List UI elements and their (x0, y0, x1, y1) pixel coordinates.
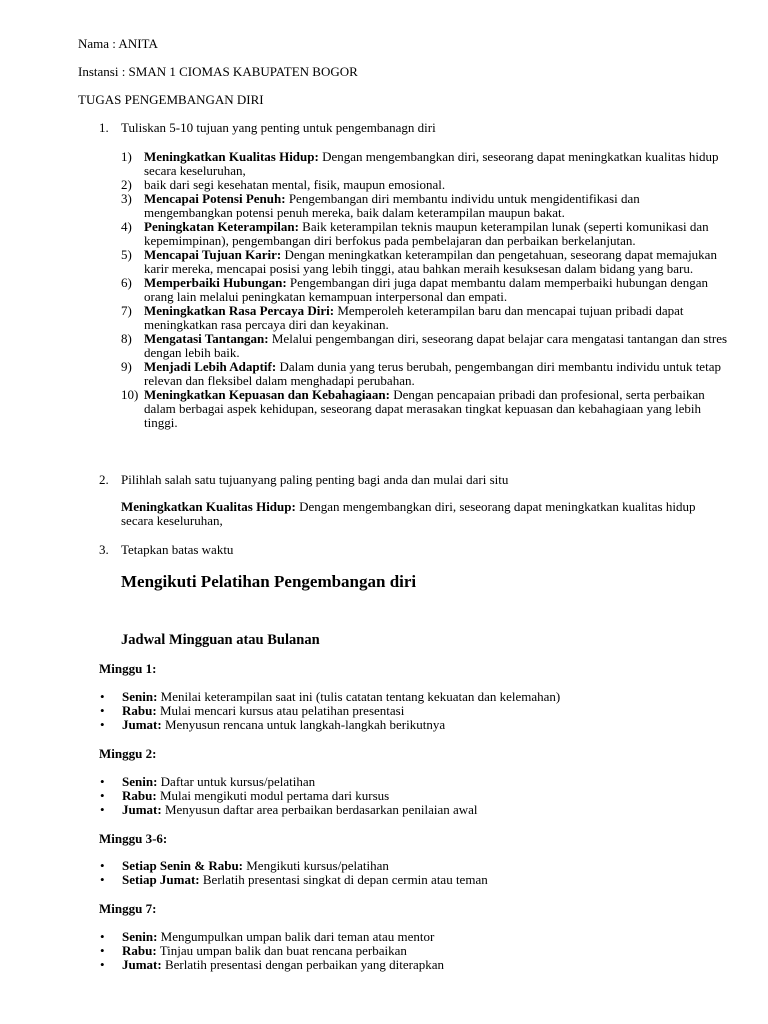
goal-item (121, 178, 731, 192)
list-item (99, 775, 719, 789)
list-item (99, 859, 719, 873)
bullet-icon: • (100, 788, 105, 803)
bullet-icon: • (100, 802, 105, 817)
goal-title: Menjadi Lebih Adaptif: (144, 359, 277, 374)
goal-item (121, 150, 731, 178)
week-label: Minggu 7: (99, 901, 157, 916)
bullet-icon: • (100, 717, 105, 732)
goal-text: Dalam dunia yang terus berubah, pengembangan diri membantu individu untuk tetap relevan dan fleksibel dalam menghadapi perubahan. (144, 359, 721, 388)
question-number: 3. (99, 542, 109, 557)
goal-number: 1) (121, 149, 132, 164)
list-item (99, 704, 719, 718)
list-item (99, 958, 719, 972)
week-items (99, 690, 719, 732)
goal-item (121, 248, 731, 276)
bullet-icon: • (100, 872, 105, 887)
goal-text: Dengan pencapaian pribadi dan profesional, serta perbaikan dalam berbagai aspek kehidupan, seseorang dapat merasakan tingkat kepuasan dan kebahagiaan yang lebih tinggi. (144, 387, 705, 430)
goal-text: baik dari segi kesehatan mental, fisik, maupun emosional. (144, 177, 446, 192)
goal-title: Mencapai Tujuan Karir: (144, 247, 282, 262)
week-items (99, 775, 719, 817)
item-text: Berlatih presentasi singkat di depan cermin atau teman (199, 872, 488, 887)
question-text: Tetapkan batas waktu (121, 542, 234, 557)
goal-text: Memperoleh keterampilan baru dan mencapai tujuan pribadi dapat meningkatkan rasa percaya diri dan keyakinan. (144, 303, 684, 332)
goal-item (121, 192, 731, 220)
bullet-icon: • (100, 703, 105, 718)
goal-text: Dengan mengembangkan diri, seseorang dapat meningkatkan kualitas hidup secara keseluruhan, (144, 149, 719, 178)
item-text: Berlatih presentasi dengan perbaikan yang diterapkan (161, 957, 444, 972)
goal-number: 3) (121, 191, 132, 206)
item-text: Tinjau umpan balik dan buat rencana perbaikan (156, 943, 407, 958)
goal-number: 6) (121, 275, 132, 290)
question-2 (99, 472, 508, 488)
goal-title: Meningkatkan Rasa Percaya Diri: (144, 303, 335, 318)
chosen-goal-title: Meningkatkan Kualitas Hidup: (121, 499, 296, 514)
goal-text: Baik keterampilan teknis maupun keterampilan lunak (seperti komunikasi dan kepemimpinan), pengembangan diri berfokus pada pembelajaran dan perbaikan berkelanjutan. (144, 219, 709, 248)
day-label: Senin: (122, 929, 158, 944)
list-item (99, 803, 719, 817)
chosen-goal (121, 500, 721, 528)
goal-text: Pengembangan diri juga dapat membantu dalam memperbaiki hubungan dengan orang lain melalui peningkatan kemampuan interpersonal dan empati. (144, 275, 708, 304)
list-item (99, 690, 719, 704)
week-items (99, 930, 719, 972)
goal-number: 7) (121, 303, 132, 318)
day-label: Setiap Jumat: (122, 872, 200, 887)
day-label: Jumat: (122, 717, 162, 732)
goal-item (121, 388, 731, 430)
goal-number: 9) (121, 359, 132, 374)
student-name: Nama : ANITA (78, 36, 158, 51)
goal-title: Meningkatkan Kepuasan dan Kebahagiaan: (144, 387, 390, 402)
item-text: Mengumpulkan umpan balik dari teman atau mentor (157, 929, 435, 944)
question-3 (99, 542, 233, 558)
item-text: Menyusun rencana untuk langkah-langkah berikutnya (161, 717, 446, 732)
bullet-icon: • (100, 957, 105, 972)
goal-title: Meningkatkan Kualitas Hidup: (144, 149, 319, 164)
goal-text: Melalui pengembangan diri, seseorang dapat belajar cara mengatasi tantangan dan stres dengan lebih baik. (144, 331, 728, 360)
goals-list (121, 150, 731, 430)
goal-title: Mencapai Potensi Penuh: (144, 191, 286, 206)
chosen-goal-text: Dengan mengembangkan diri, seseorang dapat meningkatkan kualitas hidup secara keseluruhan, (121, 499, 696, 528)
item-text: Daftar untuk kursus/pelatihan (157, 774, 316, 789)
list-item (99, 944, 719, 958)
bullet-icon: • (100, 774, 105, 789)
day-label: Rabu: (122, 703, 157, 718)
question-number: 2. (99, 472, 109, 487)
week-label: Minggu 1: (99, 661, 157, 676)
goal-title: Mengatasi Tantangan: (144, 331, 269, 346)
item-text: Mulai mencari kursus atau pelatihan presentasi (156, 703, 405, 718)
item-text: Mengikuti kursus/pelatihan (243, 858, 389, 873)
goal-title: Memperbaiki Hubungan: (144, 275, 287, 290)
list-item (99, 789, 719, 803)
goal-item (121, 304, 731, 332)
day-label: Jumat: (122, 957, 162, 972)
goal-text: Dengan meningkatkan keterampilan dan pengetahuan, seseorang dapat memajukan karir mereka, mencapai posisi yang lebih tinggi, atau bahkan meraih kesuksesan dalam bidang yang baru. (144, 247, 717, 276)
week-label: Minggu 2: (99, 746, 157, 761)
item-text: Menyusun daftar area perbaikan berdasarkan penilaian awal (161, 802, 478, 817)
item-text: Menilai keterampilan saat ini (tulis catatan tentang kekuatan dan kelemahan) (157, 689, 561, 704)
day-label: Senin: (122, 689, 158, 704)
day-label: Senin: (122, 774, 158, 789)
goal-number: 8) (121, 331, 132, 346)
goal-number: 2) (121, 177, 132, 192)
goal-item (121, 276, 731, 304)
week-label: Minggu 3-6: (99, 831, 168, 846)
bullet-icon: • (100, 689, 105, 704)
goal-number: 10) (121, 387, 139, 402)
week-items (99, 859, 719, 887)
day-label: Setiap Senin & Rabu: (122, 858, 243, 873)
goal-text: Pengembangan diri membantu individu untuk mengidentifikasi dan mengembangkan potensi penuh mereka, baik dalam keterampilan maupun bakat. (144, 191, 640, 220)
question-1 (99, 120, 436, 136)
bullet-icon: • (100, 943, 105, 958)
list-item (99, 930, 719, 944)
goal-title: Peningkatan Keterampilan: (144, 219, 299, 234)
day-label: Rabu: (122, 788, 157, 803)
goal-item (121, 332, 731, 360)
day-label: Rabu: (122, 943, 157, 958)
institution: Instansi : SMAN 1 CIOMAS KABUPATEN BOGOR (78, 64, 358, 79)
question-text: Tuliskan 5-10 tujuan yang penting untuk pengembanagn diri (121, 120, 436, 135)
bullet-icon: • (100, 858, 105, 873)
goal-number: 4) (121, 219, 132, 234)
assignment-title: TUGAS PENGEMBANGAN DIRI (78, 92, 264, 107)
list-item (99, 718, 719, 732)
day-label: Jumat: (122, 802, 162, 817)
goal-number: 5) (121, 247, 132, 262)
goal-item (121, 360, 731, 388)
question-number: 1. (99, 120, 109, 135)
schedule-title: Jadwal Mingguan atau Bulanan (121, 632, 320, 648)
question-text: Pilihlah salah satu tujuanyang paling penting bagi anda dan mulai dari situ (121, 472, 509, 487)
section-title: Mengikuti Pelatihan Pengembangan diri (121, 572, 417, 591)
list-item (99, 873, 719, 887)
item-text: Mulai mengikuti modul pertama dari kursus (156, 788, 390, 803)
goal-item (121, 220, 731, 248)
bullet-icon: • (100, 929, 105, 944)
